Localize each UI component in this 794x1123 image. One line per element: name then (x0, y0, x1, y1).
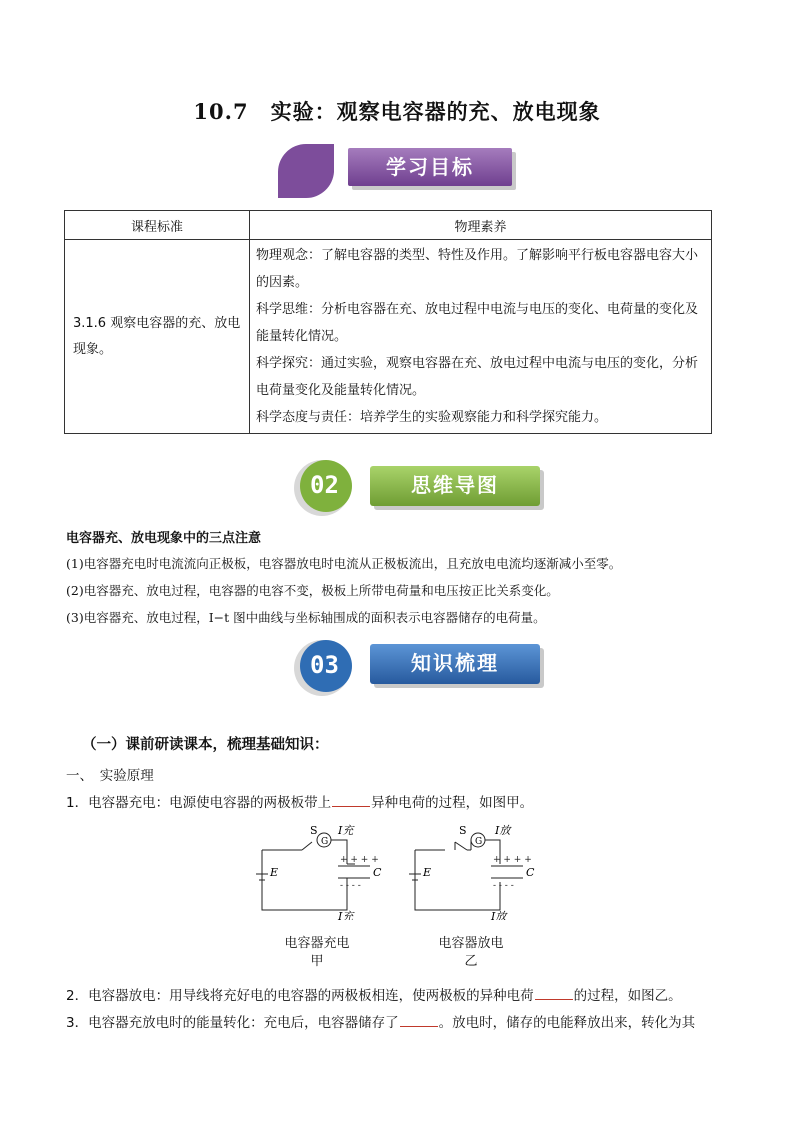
current-label-top: I放 (495, 824, 511, 837)
figure-caption: 电容器充电 (284, 936, 350, 951)
svg-text:+ + + +: + + + + (493, 855, 532, 865)
svg-text:- - - -: - - - - (493, 881, 514, 891)
table-cell-standard: 3.1.6 观察电容器的充、放电现象。 (65, 240, 250, 434)
badge-shape-icon (278, 144, 334, 198)
answer-blank[interactable] (535, 987, 573, 1000)
emf-label: E (270, 866, 279, 879)
current-label-bottom: I充 (338, 910, 354, 920)
banner-label: 学习目标 (386, 155, 474, 179)
page-title: 10.7 实验：观察电容器的充、放电现象 (193, 99, 601, 124)
table-header-literacy: 物理素养 (250, 211, 712, 240)
circuit-charging-diagram (252, 820, 382, 920)
svg-text:+ + + +: + + + + (340, 855, 379, 865)
badge-number: 03 (310, 651, 339, 679)
principle-line-2: 2．电容器放电：用导线将充好电的电容器的两极板相连，使两极板的异种电荷 的过程，如图乙。 (66, 988, 682, 1004)
banner-label: 思维导图 (411, 473, 499, 497)
current-label-top: I充 (338, 824, 354, 837)
section-subheading: 一、 实验原理 (66, 768, 154, 784)
literacy-item: 科学探究：通过实验，观察电容器在充、放电过程中电流与电压的变化，分析电荷量变化及能量转化情况。 (256, 356, 699, 398)
table-cell-literacy (250, 240, 712, 434)
answer-blank[interactable] (400, 1014, 438, 1027)
svg-text:- - - -: - - - - (340, 881, 361, 891)
section-heading: （一）课前研读课本，梳理基础知识： (82, 737, 329, 753)
capacitor-label: C (373, 866, 382, 879)
meter-label: G (475, 837, 483, 847)
switch-label: S (459, 824, 467, 837)
principle-line-1: 1．电容器充电：电源使电容器的两极板带上 异种电荷的过程，如图甲。 (66, 795, 534, 811)
figure-caption: 电容器放电 (438, 936, 504, 951)
switch-label: S (310, 824, 318, 837)
meter-label: G (321, 837, 329, 847)
literacy-item: 科学思维：分析电容器在充、放电过程中电流与电压的变化、电荷量的变化及能量转化情况。 (256, 302, 699, 344)
figure-subcaption: 乙 (464, 954, 478, 969)
badge-number: 02 (310, 471, 339, 499)
capacitor-label: C (526, 866, 535, 879)
current-label-bottom: I放 (491, 910, 507, 920)
note-item: (2)电容器充、放电过程，电容器的电容不变，极板上所带电荷量和电压按正比关系变化。 (66, 583, 559, 598)
circuit-discharging-diagram (405, 820, 535, 920)
table-header-standard: 课程标准 (65, 211, 250, 240)
principle-line-3: 3．电容器充放电时的能量转化：充电后，电容器储存了 。放电时，储存的电能释放出来，转化为其 (66, 1015, 696, 1031)
note-item: (1)电容器充电时电流流向正极板，电容器放电时电流从正极板流出，且充放电电流均逐渐减小至零。 (66, 556, 622, 571)
goals-table (64, 210, 712, 434)
banner-label: 知识梳理 (411, 651, 499, 675)
answer-blank[interactable] (332, 794, 370, 807)
emf-label: E (423, 866, 432, 879)
literacy-item: 科学态度与责任：培养学生的实验观察能力和科学探究能力。 (256, 410, 608, 425)
literacy-item: 物理观念：了解电容器的类型、特性及作用。了解影响平行板电容器电容大小的因素。 (256, 248, 699, 290)
note-item: (3)电容器充、放电过程，I−t 图中曲线与坐标轴围成的面积表示电容器储存的电荷量。 (66, 610, 546, 625)
notes-heading: 电容器充、放电现象中的三点注意 (66, 531, 262, 546)
figure-subcaption: 甲 (310, 954, 324, 969)
